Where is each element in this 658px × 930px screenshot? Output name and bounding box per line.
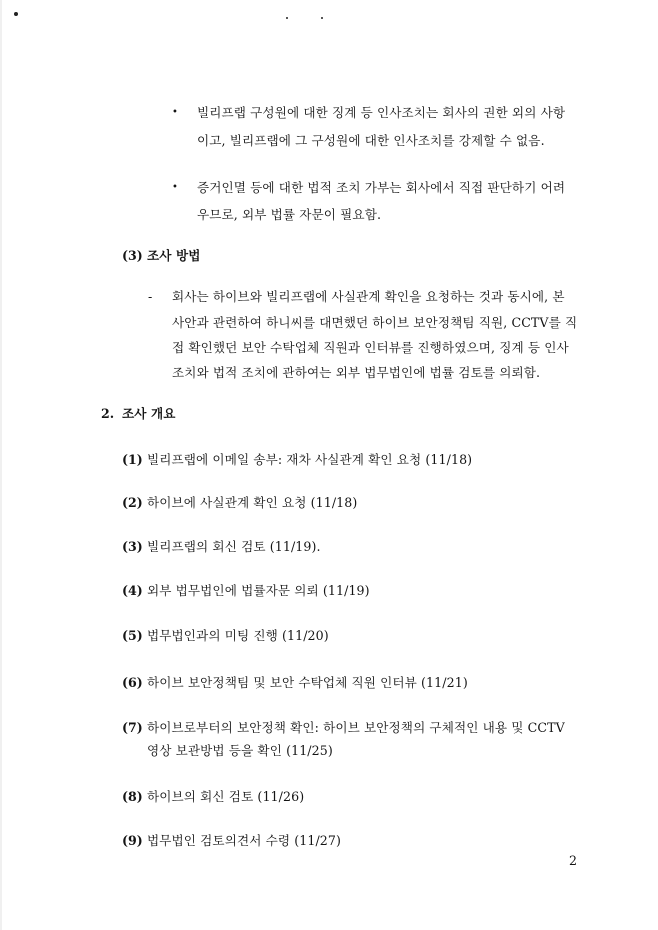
item-number: (9) xyxy=(122,833,143,848)
bullet-1-line-2: 이고, 빌리프랩에 그 구성원에 대한 인사조치를 강제할 수 없음. xyxy=(197,133,545,148)
section-heading: 조사 개요 xyxy=(122,406,176,421)
item-text: 빌리프랩에 이메일 송부: 재차 사실관계 확인 요청 (11/18) xyxy=(147,452,473,467)
item-number: (4) xyxy=(122,583,143,598)
method-heading: 조사 방법 xyxy=(147,248,201,263)
page-number: 2 xyxy=(569,853,578,868)
section-number: 2. xyxy=(101,406,115,421)
item-text: 외부 법무법인에 법률자문 의뢰 (11/19) xyxy=(147,583,370,598)
item-text: 하이브에 사실관계 확인 요청 (11/18) xyxy=(147,495,358,510)
method-line-1: 회사는 하이브와 빌리프랩에 사실관계 확인을 요청하는 것과 동시에, 본 xyxy=(172,289,565,304)
item-number: (2) xyxy=(122,495,143,510)
item-text: 빌리프랩의 회신 검토 (11/19). xyxy=(147,539,321,554)
item-number: (8) xyxy=(122,789,143,804)
bullet-2-line-1: 증거인멸 등에 대한 법적 조치 가부는 회사에서 직접 판단하기 어려 xyxy=(197,180,566,195)
bullet-2-line-2: 우므로, 외부 법률 자문이 필요함. xyxy=(197,207,382,222)
item-text: 법무법인 검토의견서 수령 (11/27) xyxy=(147,833,342,848)
scan-speck xyxy=(286,17,288,19)
method-dash: - xyxy=(148,289,153,304)
item-text: 하이브의 회신 검토 (11/26) xyxy=(147,789,305,804)
scan-edge xyxy=(0,0,2,930)
item-text: 하이브 보안정책팀 및 보안 수탁업체 직원 인터뷰 (11/21) xyxy=(147,675,468,690)
item-text: 하이브로부터의 보안정책 확인: 하이브 보안정책의 구체적인 내용 및 CCTV xyxy=(147,720,565,735)
item-number: (7) xyxy=(122,720,143,735)
item-text-continued: 영상 보관방법 등을 확인 (11/25) xyxy=(147,743,333,758)
item-number: (1) xyxy=(122,452,143,467)
item-number: (6) xyxy=(122,675,143,690)
scan-speck xyxy=(14,12,18,16)
method-line-3: 접 확인했던 보안 수탁업체 직원과 인터뷰를 진행하였으며, 징계 등 인사 xyxy=(172,340,569,355)
method-line-2: 사안과 관련하여 하니씨를 대면했던 하이브 보안정책팀 직원, CCTV를 직 xyxy=(172,315,578,330)
item-number: (3) xyxy=(122,539,143,554)
bullet-marker: • xyxy=(172,182,178,193)
bullet-marker: • xyxy=(172,107,178,118)
method-number: (3) xyxy=(122,248,143,263)
method-line-4: 조치와 법적 조치에 관하여는 외부 법무법인에 법률 검토를 의뢰함. xyxy=(172,365,541,380)
bullet-1-line-1: 빌리프랩 구성원에 대한 징계 등 인사조치는 회사의 권한 외의 사항 xyxy=(197,105,566,120)
scan-speck xyxy=(321,17,323,19)
item-number: (5) xyxy=(122,628,143,643)
item-text: 법무법인과의 미팅 진행 (11/20) xyxy=(147,628,329,643)
